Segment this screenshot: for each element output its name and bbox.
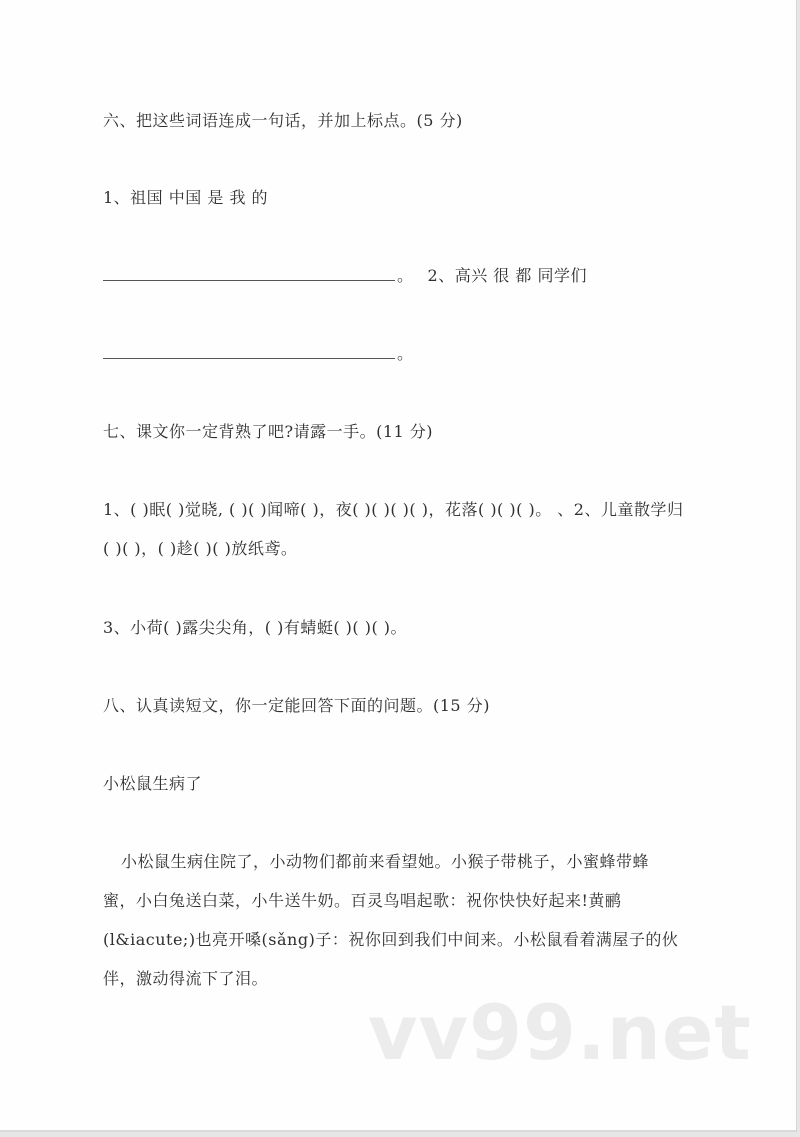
story-title: 小松鼠生病了: [103, 774, 203, 793]
section-7-poem-line-1: 1、( )眠( )觉晓, ( )( )闻啼( )，夜( )( )( )( )，花落( )( )( )。 、2、儿童散学归: [103, 500, 684, 519]
answer-blank-1[interactable]: [103, 266, 395, 281]
answer-blank-2[interactable]: [103, 344, 395, 359]
watermark-text: vv99.net: [368, 988, 752, 1077]
section-6-answer-row-2: [103, 343, 414, 365]
answer-blank-2-period: 。: [397, 344, 414, 363]
answer-blank-1-period: 。: [397, 266, 414, 285]
section-8-heading: 八、认真读短文，你一定能回答下面的问题。(15 分): [103, 696, 490, 715]
section-6-answer-row-1: [103, 265, 587, 287]
section-7-poem-line-2: ( )( )，( )趁( )( )放纸鸢。: [103, 539, 298, 558]
story-paragraph-line-3: (l&iacute;)也亮开嗓(sǎng)子：祝你回到我们中间来。小松鼠看着满屋子的伙: [103, 930, 679, 949]
story-paragraph-line-4: 伴，激动得流下了泪。: [103, 969, 269, 988]
section-6-question-1-prompt: 1、祖国 中国 是 我 的: [103, 188, 269, 207]
section-7-poem-line-3: 3、小荷( )露尖尖角，( )有蜻蜓( )( )( )。: [103, 618, 408, 637]
section-6-question-2-prompt: 2、高兴 很 都 同学们: [427, 266, 587, 285]
section-6-heading: 六、把这些词语连成一句话，并加上标点。(5 分): [103, 111, 463, 130]
story-paragraph-line-1: 小松鼠生病住院了，小动物们都前来看望她。小猴子带桃子，小蜜蜂带蜂: [121, 852, 650, 871]
story-paragraph-line-2: 蜜，小白兔送白菜，小牛送牛奶。百灵鸟唱起歌：祝你快快好起来!黄鹂: [103, 891, 622, 910]
section-7-heading: 七、课文你一定背熟了吧?请露一手。(11 分): [103, 422, 434, 441]
